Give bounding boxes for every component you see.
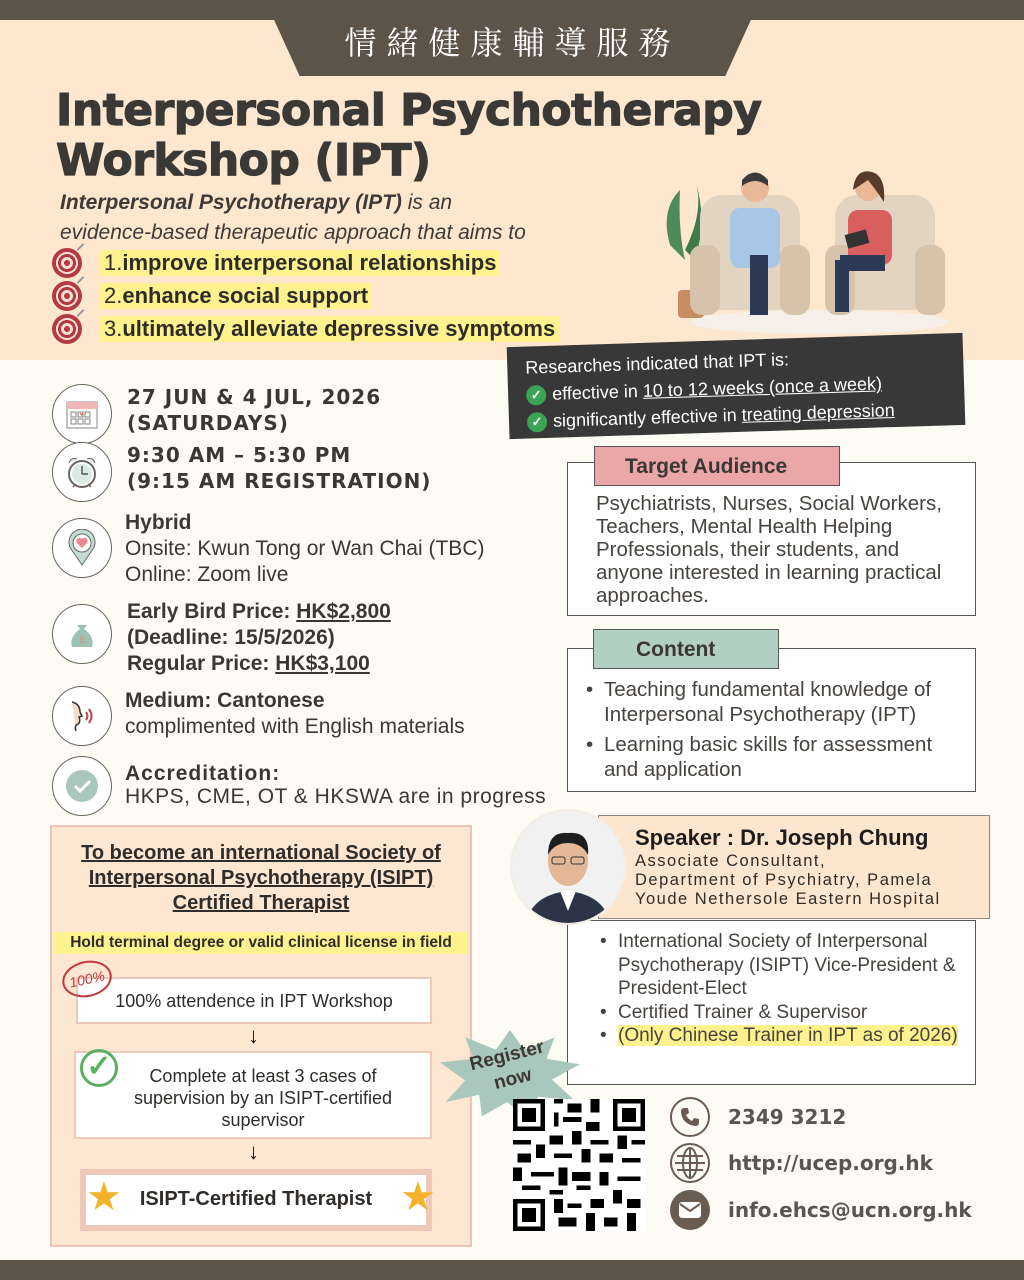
speaker-role-2: Department of Psychiatry, Pamela (635, 871, 933, 889)
intro-text (60, 188, 526, 248)
intro-line-2: evidence-based therapeutic approach that aims to (60, 221, 526, 244)
step-supervision: Complete at least 3 cases of supervision by an ISIPT-certified supervisor (74, 1051, 432, 1139)
price-row (52, 600, 391, 677)
accreditation-label: Accreditation: (125, 762, 281, 785)
phone-number[interactable]: 2349 3212 (728, 1105, 847, 1129)
aim-number: 1. (104, 249, 123, 275)
date-row (52, 384, 381, 444)
phone-icon (670, 1097, 710, 1137)
date-line-2: (SATURDAYS) (127, 411, 289, 435)
title-line-1: Interpersonal Psychotherapy (56, 85, 762, 136)
speaking-icon (52, 686, 112, 746)
aim-item (52, 312, 559, 345)
website-link[interactable]: http://ucep.org.hk (728, 1151, 933, 1175)
aim-label: improve interpersonal relationships (122, 249, 497, 275)
content-item: • Teaching fundamental knowledge of Interpersonal Psychotherapy (IPT) (582, 677, 972, 727)
location-pin-icon (52, 518, 112, 578)
intro-bold: Interpersonal Psychotherapy (IPT) (60, 191, 402, 214)
venue-mode: Hybrid (125, 511, 192, 534)
calendar-icon (52, 384, 112, 444)
research-emphasis: 10 to 12 weeks (once a week) (642, 373, 883, 401)
intro-rest: is an (401, 191, 453, 214)
research-heading: Researches indicated that IPT is: (525, 349, 790, 378)
venue-row (52, 511, 485, 588)
early-bird-label: Early Bird Price: (127, 600, 297, 623)
star-icon: ★ (86, 1175, 122, 1219)
aim-item (52, 279, 559, 312)
aim-item (52, 246, 559, 279)
time-row (52, 442, 431, 502)
accreditation-row (52, 756, 546, 816)
medium-note: complimented with English materials (125, 715, 465, 738)
speaker-credentials (598, 930, 968, 1048)
register-now-label[interactable]: Register now (467, 1036, 547, 1094)
research-item: ✓ effective in 10 to 12 weeks (once a week) (526, 368, 947, 408)
speaker-role-1: Associate Consultant, (635, 852, 827, 870)
research-callout (507, 333, 966, 439)
venue-onsite: Onsite: Kwun Tong or Wan Chai (TBC) (125, 537, 485, 560)
certification-pathway (50, 825, 472, 1247)
content-list (582, 677, 972, 787)
date-line-1: 27 JUN & 4 JUL, 2026 (127, 385, 382, 409)
aim-label: enhance social support (122, 282, 369, 308)
therapy-session-illustration (650, 150, 970, 340)
contact-email[interactable] (670, 1190, 972, 1230)
content-heading: Content (593, 629, 779, 669)
early-bird-price: HK$2,800 (296, 600, 391, 623)
money-bag-icon (52, 604, 112, 664)
target-icon (52, 281, 82, 311)
speaker-role-3: Youde Nethersole Eastern Hospital (635, 890, 941, 908)
step-certified: ISIPT-Certified Therapist (80, 1169, 432, 1231)
check-circle-icon: ✓ (527, 411, 548, 432)
research-item: ✓ significantly effective in treating depression (527, 395, 948, 435)
green-check-icon: ✓ (80, 1049, 118, 1087)
content-item: • Learning basic skills for assessment and application (582, 732, 972, 782)
accreditation-note: HKPS, CME, OT & HKSWA are in progress (125, 785, 547, 808)
certification-title: To become an international Society of Interpersonal Psychotherapy (ISIPT) Certified Therapist (81, 842, 441, 914)
bottom-bar (0, 1260, 1024, 1280)
mail-icon (670, 1190, 710, 1230)
credential-item: • International Society of Interpersonal Psychotherapy (ISIPT) Vice-President & President-Elect (598, 930, 968, 1001)
alarm-clock-icon (52, 442, 112, 502)
contact-phone[interactable] (670, 1097, 846, 1137)
research-emphasis: treating depression (741, 400, 896, 425)
hundred-percent-badge-icon: 100% (59, 956, 115, 1002)
contact-website[interactable] (670, 1143, 933, 1183)
early-bird-deadline: (Deadline: 15/5/2026) (127, 626, 335, 649)
registration-qr-code[interactable] (512, 1099, 646, 1231)
medium-row (52, 686, 465, 746)
time-line-2: (9:15 AM REGISTRATION) (127, 469, 432, 493)
check-circle-icon: ✓ (526, 384, 547, 405)
target-audience-text: Psychiatrists, Nurses, Social Workers, Teachers, Mental Health Helping Professionals, their students, and anyone interested in learning practical approaches. (596, 492, 942, 607)
regular-price-label: Regular Price: (127, 652, 276, 675)
regular-price: HK$3,100 (275, 652, 370, 675)
certification-requirement: Hold terminal degree or valid clinical license in field (54, 932, 468, 954)
time-line-1: 9:30 AM – 5:30 PM (127, 443, 352, 467)
email-address[interactable]: info.ehcs@ucn.org.hk (728, 1198, 972, 1222)
step-attendance: 100% attendence in IPT Workshop (76, 977, 432, 1024)
credential-item: • Certified Trainer & Supervisor (598, 1001, 968, 1025)
title-line-2: Workshop (IPT) (56, 135, 431, 186)
aim-label: ultimately alleviate depressive symptoms (122, 315, 556, 341)
target-audience-heading: Target Audience (594, 446, 840, 486)
speaker-avatar (512, 811, 624, 923)
medium-label: Medium: Cantonese (125, 689, 325, 712)
verified-badge-icon (52, 756, 112, 816)
target-icon (52, 248, 82, 278)
aim-number: 2. (104, 282, 123, 308)
venue-online: Online: Zoom live (125, 563, 289, 586)
arrow-down-icon: ↓ (248, 1139, 259, 1164)
svg-text:$: $ (79, 635, 85, 645)
credential-item-highlight: • (Only Chinese Trainer in IPT as of 2026) (598, 1024, 968, 1048)
aim-number: 3. (104, 315, 123, 341)
target-icon (52, 314, 82, 344)
arrow-down-icon: ↓ (248, 1023, 259, 1048)
speaker-card (598, 815, 990, 919)
aims-list (52, 246, 559, 345)
header-chinese-title: 情緒健康輔導服務 (344, 24, 681, 62)
speaker-name: Speaker : Dr. Joseph Chung (635, 825, 929, 850)
star-icon: ★ (400, 1175, 436, 1219)
globe-icon (670, 1143, 710, 1183)
